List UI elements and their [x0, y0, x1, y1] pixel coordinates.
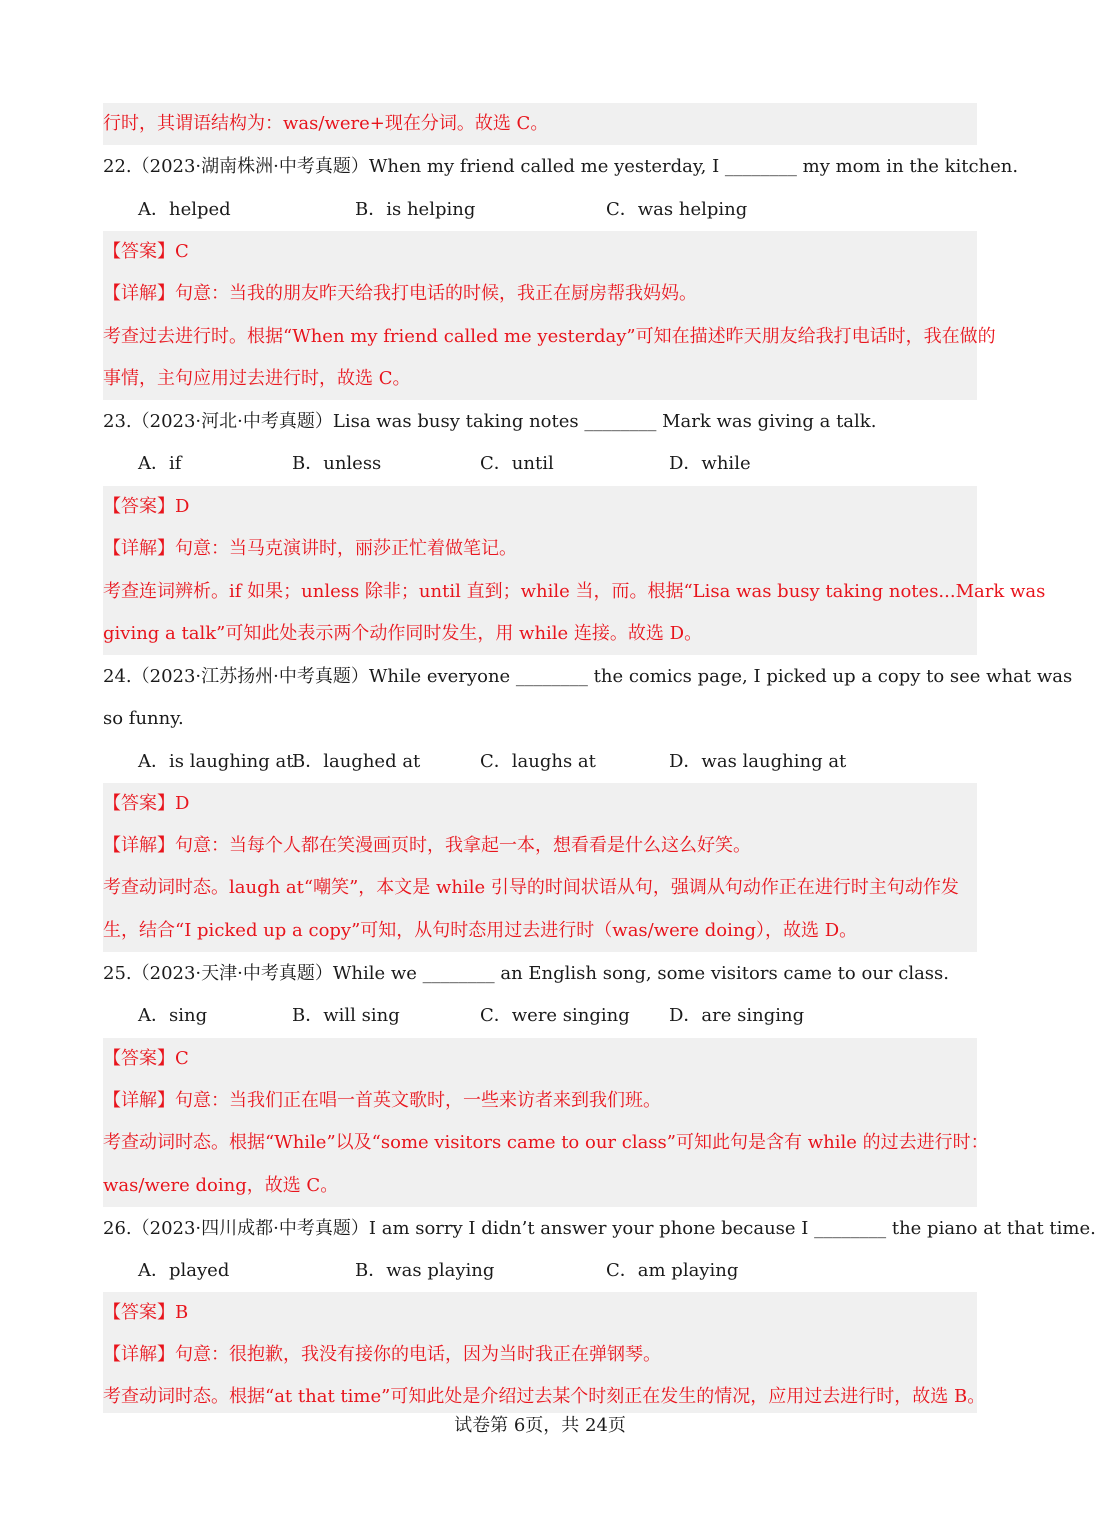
option-b: B．will sing — [292, 1005, 400, 1026]
page-footer: 试卷第 6页，共 24页 — [454, 1415, 626, 1436]
explanation-line: 考查过去进行时。根据“When my friend called me yesterday”可知在描述昨天朋友给我打电话时，我在做的 — [103, 326, 996, 347]
detail: 【详解】句意：很抱歉，我没有接你的电话，因为当时我正在弹钢琴。 — [103, 1344, 661, 1365]
option-b: B．is helping — [355, 199, 476, 220]
option-a: A．if — [138, 453, 182, 474]
question-stem: 25.（2023·天津·中考真题）While we ________ an English song, some visitors came to our class. — [103, 963, 949, 984]
answer: 【答案】B — [103, 1302, 189, 1323]
explanation-line: 生，结合“I picked up a copy”可知，从句时态用过去进行时（was/were doing），故选 D。 — [103, 920, 858, 941]
explanation-line: 考查动词时态。根据“While”以及“some visitors came to our class”可知此句是含有 while 的过去进行时： — [103, 1132, 989, 1153]
answer: 【答案】D — [103, 496, 190, 517]
explanation-line: 考查动词时态。根据“at that time”可知此处是介绍过去某个时刻正在发生的情况，应用过去进行时，故选 B。 — [103, 1386, 986, 1407]
option-a: A．is laughing at — [138, 751, 294, 772]
option-c: C．laughs at — [480, 751, 596, 772]
question-stem: 23.（2023·河北·中考真题）Lisa was busy taking notes ________ Mark was giving a talk. — [103, 411, 877, 432]
answer: 【答案】C — [103, 241, 189, 262]
explanation-line: 考查连词辨析。if 如果；unless 除非；until 直到；while 当，而。根据“Lisa was busy taking notes...Mark was — [103, 581, 1046, 602]
question-stem-continued: so funny. — [103, 708, 184, 729]
explanation-line: was/were doing，故选 C。 — [103, 1175, 339, 1196]
option-c: C．was helping — [606, 199, 748, 220]
detail: 【详解】句意：当马克演讲时，丽莎正忙着做笔记。 — [103, 538, 517, 559]
option-b: B．was playing — [355, 1260, 495, 1281]
option-a: A．helped — [138, 199, 231, 220]
explanation-continued: 行时，其谓语结构为：was/were+现在分词。故选 C。 — [103, 113, 549, 134]
question-stem: 24.（2023·江苏扬州·中考真题）While everyone ________ the comics page, I picked up a copy to see what was — [103, 666, 1073, 687]
explanation-line: giving a talk”可知此处表示两个动作同时发生，用 while 连接。故选 D。 — [103, 623, 703, 644]
question-stem: 22.（2023·湖南株洲·中考真题）When my friend called me yesterday, I ________ my mom in the kitchen. — [103, 156, 1019, 177]
option-a: A．played — [138, 1260, 230, 1281]
option-b: B．laughed at — [292, 751, 421, 772]
option-b: B．unless — [292, 453, 382, 474]
option-d: D．was laughing at — [669, 751, 847, 772]
question-stem: 26.（2023·四川成都·中考真题）I am sorry I didn’t answer your phone because I ________ the piano at that time. — [103, 1218, 1096, 1239]
option-c: C．am playing — [606, 1260, 739, 1281]
answer: 【答案】C — [103, 1048, 189, 1069]
detail: 【详解】句意：当每个人都在笑漫画页时，我拿起一本，想看看是什么这么好笑。 — [103, 835, 751, 856]
option-c: C．were singing — [480, 1005, 630, 1026]
option-c: C．until — [480, 453, 554, 474]
option-a: A．sing — [138, 1005, 208, 1026]
explanation-line: 考查动词时态。laugh at“嘲笑”，本文是 while 引导的时间状语从句，强调从句动作正在进行时主句动作发 — [103, 877, 959, 898]
detail: 【详解】句意：当我的朋友昨天给我打电话的时候，我正在厨房帮我妈妈。 — [103, 283, 697, 304]
detail: 【详解】句意：当我们正在唱一首英文歌时，一些来访者来到我们班。 — [103, 1090, 661, 1111]
explanation-line: 事情，主句应用过去进行时，故选 C。 — [103, 368, 411, 389]
option-d: D．are singing — [669, 1005, 805, 1026]
answer: 【答案】D — [103, 793, 190, 814]
option-d: D．while — [669, 453, 751, 474]
